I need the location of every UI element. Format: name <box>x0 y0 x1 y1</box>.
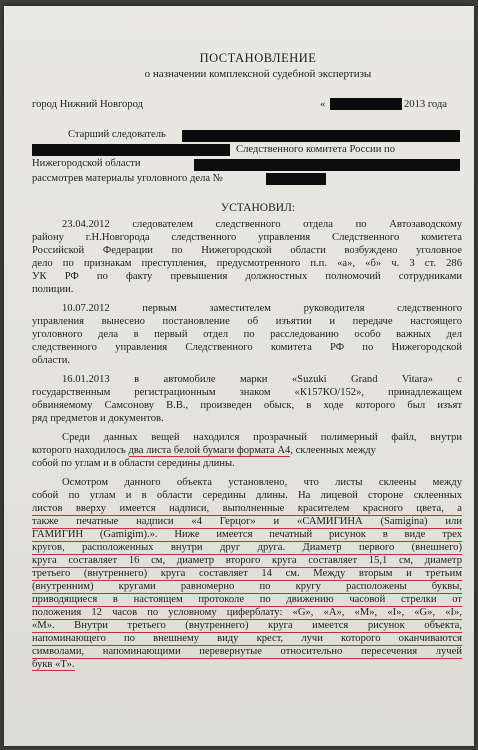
body-line: области. <box>32 355 71 366</box>
header-line-4: рассмотрев материалы уголовного дела № <box>32 173 223 184</box>
body-line: круга составляет 16 см, диаметр второго круга составляет 15,1 см, диаметр <box>32 555 462 566</box>
body-line: приводящиеся в настоящем протоколе по движению часовой стрелки от <box>32 594 462 605</box>
body-line: государственным регистрационным знаком «К157КО/152», принадлежащем <box>32 387 462 398</box>
body-line: дело по признакам преступления, предусмотренного п.п. «а», «б» ч. 3 ст. 286 <box>32 258 462 269</box>
body-line: ГАМИГИН (Gamigim).». Ниже имеется печатный рисунок в виде трех <box>32 529 462 540</box>
body-line: кругов, расположенных внутри друг друга. Диаметр первого (внешнего) <box>32 542 462 553</box>
body-line: УК РФ по факту превышения должностных полномочий сотрудниками <box>32 271 462 282</box>
underlined-phrase: два листа белой бумаги формата А4 <box>128 445 291 456</box>
body-line: которого находилось два листа белой бумаги формата А4, склеенных между <box>32 445 376 456</box>
body-line: напоминающего по внешнему виду крест, лучи которого оканчиваются <box>32 633 462 644</box>
redaction-name <box>194 159 460 171</box>
body-line: 16.01.2013 в автомобиле марки «Suzuki Grand Vitara» с <box>62 374 462 385</box>
body-line: ряд предметов и документов. <box>32 413 164 424</box>
body-line: уголовного дела в первый отдел по расследованию особо важных дел <box>32 329 462 340</box>
redaction-dept <box>32 144 230 156</box>
body-line: Среди данных вещей находился прозрачный полимерный файл, внутри <box>62 432 462 443</box>
date-year: 2013 года <box>404 99 448 110</box>
body-line: 10.07.2012 первым заместителем руководителя следственного <box>62 303 462 314</box>
body-line: букв «Т». <box>32 659 75 670</box>
doc-subtitle: о назначении комплексной судебной экспертизы <box>144 68 372 80</box>
body-line: собой по углам и в области середины длины. На лицевой стороне склеенных <box>32 490 462 501</box>
body-line: третьего (внутреннего) круга составляет 14 см. Между вторым и третьим <box>32 568 462 579</box>
body-line: собой по углам и в области середины длины. <box>32 458 235 469</box>
header-line-2: Следственного комитета России по <box>236 144 396 155</box>
date-open: « <box>320 99 326 110</box>
header-line-3: Нижегородской области <box>32 158 141 169</box>
header-line-1: Старший следователь <box>68 129 166 140</box>
body-line: Российской Федерации по Нижегородской области возбуждено уголовное <box>32 245 462 256</box>
body-line: листов вверху имеется надписи, выполненные красителем красного цвета, а <box>32 503 462 514</box>
body-line: Осмотром данного объекта установлено, что листы склеены между <box>62 477 462 488</box>
body-line: полиции. <box>32 284 74 295</box>
body-line: также печатные надписи «4 Герцог» и «САМИГИНА (Samigina) или <box>32 516 462 527</box>
established-heading: УСТАНОВИЛ: <box>220 202 296 214</box>
redaction-investigator <box>182 130 460 142</box>
body-line: положения 12 часов по условному циферблату: «G», «А», «М», «I», «G», «I», <box>32 607 462 618</box>
redaction-date <box>330 98 402 110</box>
body-line: 23.04.2012 следователем следственного отдела по Автозаводскому <box>62 219 462 230</box>
city: город Нижний Новгород <box>32 99 144 110</box>
doc-title: ПОСТАНОВЛЕНИЕ <box>199 51 317 65</box>
body-line: символами, напоминающими перевернутые относительно пересечения лучей <box>32 646 462 657</box>
body-line: (внутренним) кругами равномерно по кругу расположены буквы, <box>32 581 462 592</box>
body-line: району г.Н.Новгорода следственного управления Следственного комитета <box>32 232 462 243</box>
redaction-case-number <box>266 173 326 185</box>
body-line: «М». Внутри третьего (внутреннего) круга имеется рисунок объекта, <box>32 620 462 631</box>
document-page <box>4 6 474 746</box>
body-line: следственного управления Следственного комитета РФ по Нижегородской <box>32 342 462 353</box>
body-line: управления вынесено постановление об изъятии и передаче настоящего <box>32 316 462 327</box>
body-line: обвиняемому Самсонову В.В., произведен обыск, в ходе которого был изъят <box>32 400 462 411</box>
